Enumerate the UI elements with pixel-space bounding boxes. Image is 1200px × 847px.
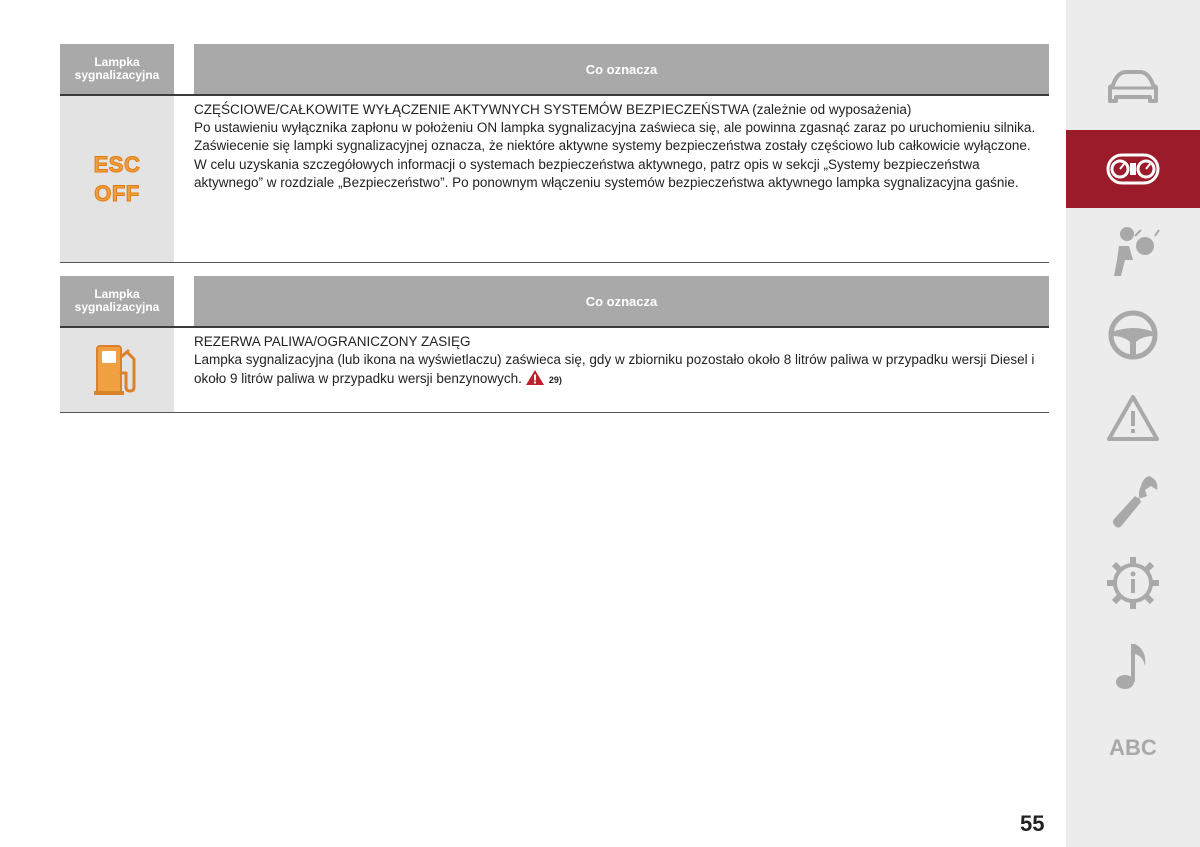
description-line: W celu uzyskania szczegółowych informacji o systemach bezpieczeństwa aktywnego, patrz opis w sekcji „Systemy bezpieczeństwa aktywnego” w rozdziale „Bezpieczeństwo”. Po ponownym włączeniu systemów bezpieczeństwa aktywnego lampka sygnalizacyjna gaśnie.	[194, 156, 1019, 190]
header-lamp: Lampka sygnalizacyjna	[60, 276, 174, 326]
description-title: CZĘŚCIOWE/CAŁKOWITE WYŁĄCZENIE AKTYWNYCH SYSTEMÓW BEZPIECZEŃSTWA (zależnie od wyposażenia)	[194, 102, 912, 117]
sidebar-item-index[interactable]	[1066, 730, 1200, 766]
warning-triangle-icon	[1106, 393, 1160, 443]
car-icon	[1105, 67, 1161, 107]
sidebar-item-emergency[interactable]	[1066, 388, 1200, 448]
off-label: OFF	[94, 181, 140, 206]
index-label: ABC	[1109, 735, 1157, 760]
airbag-icon	[1105, 224, 1161, 280]
table-esc-off	[60, 44, 1049, 263]
sidebar-item-safety[interactable]	[1066, 222, 1200, 282]
header-meaning: Co oznacza	[194, 44, 1049, 94]
header-lamp: Lampka sygnalizacyjna	[60, 44, 174, 94]
warning-icon	[525, 369, 545, 391]
sidebar-item-car[interactable]	[1066, 62, 1200, 112]
sidebar-item-maintenance[interactable]	[1066, 470, 1200, 532]
description	[174, 96, 1049, 262]
page-number: 55	[1020, 811, 1045, 836]
table-header	[60, 44, 1049, 96]
sidebar-item-dashboard[interactable]	[1066, 130, 1200, 208]
description	[174, 328, 1049, 412]
sidebar-item-multimedia[interactable]	[1066, 636, 1200, 696]
header-meaning: Co oznacza	[194, 276, 1049, 326]
steering-wheel-icon	[1106, 308, 1160, 362]
table-row	[60, 96, 1049, 263]
sidebar-item-technical[interactable]	[1066, 552, 1200, 614]
note-reference[interactable]: 29)	[548, 375, 562, 386]
table-fuel-reserve	[60, 276, 1049, 413]
esc-off-icon	[60, 96, 174, 262]
dashboard-icon	[1105, 152, 1161, 186]
description-line: Zaświecenie się lampki sygnalizacyjnej oznacza, że niektóre aktywne systemy bezpieczeństwa zostały częściowo lub całkowicie wyłączone.	[194, 138, 1031, 154]
description-line: Po ustawieniu wyłącznika zapłonu w położeniu ON lampka sygnalizacyjna zaświeca się, ale powinna zgasnąć zaraz po uruchomieniu silnika.	[194, 120, 1036, 136]
description-body: Lampka sygnalizacyjna (lub ikona na wyświetlaczu) zaświeca się, gdy w zbiorniku pozostało około 8 litrów paliwa w przypadku wersji Diesel i około 9 litrów paliwa w przypadku wersji benzynowych.	[194, 352, 1035, 387]
wrench-icon	[1105, 472, 1161, 530]
info-gear-icon	[1105, 555, 1161, 611]
table-header	[60, 276, 1049, 328]
fuel-pump-icon	[92, 343, 142, 397]
fuel-pump-cell	[60, 328, 174, 412]
description-line	[194, 351, 1039, 391]
description-title: REZERWA PALIWA/OGRANICZONY ZASIĘG	[194, 334, 471, 349]
chapter-sidebar	[1066, 0, 1200, 847]
table-row	[60, 328, 1049, 413]
esc-label: ESC	[93, 152, 141, 177]
sidebar-item-driving[interactable]	[1066, 305, 1200, 365]
music-note-icon	[1113, 640, 1153, 692]
